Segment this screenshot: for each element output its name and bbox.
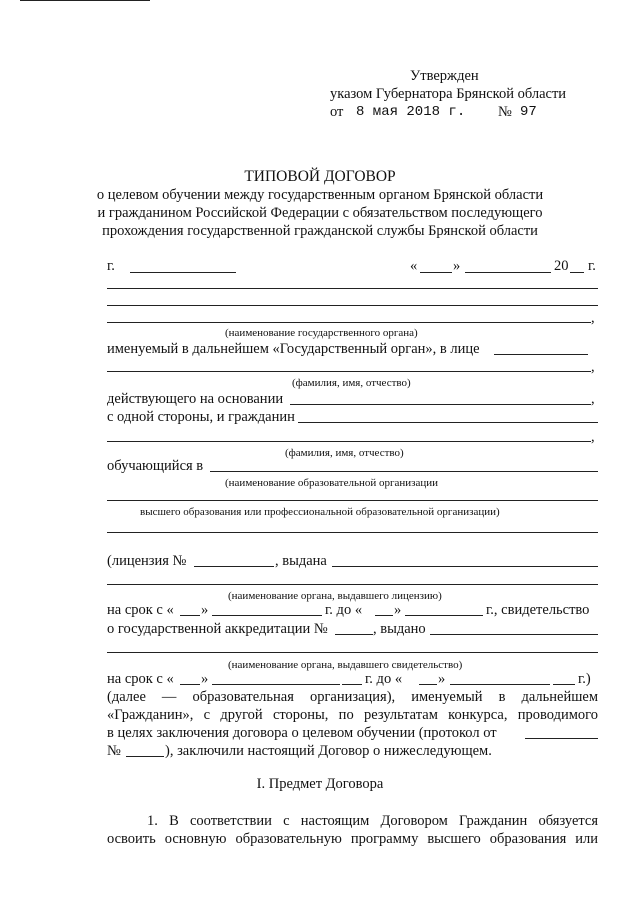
caption-gov-organ: (наименование государственного органа) bbox=[225, 327, 418, 339]
city-prefix: г. bbox=[107, 258, 115, 274]
caption-edu-2: высшего образования или профессиональной образовательной организации) bbox=[140, 506, 500, 518]
term2-close: г.) bbox=[578, 671, 591, 687]
comma: , bbox=[591, 429, 595, 445]
cert-org-line bbox=[107, 652, 598, 653]
approval-line1: Утвержден bbox=[410, 68, 479, 84]
term2-from: на срок с « bbox=[107, 671, 174, 687]
accreditation-issuer-blank bbox=[430, 634, 598, 635]
term-to-month-blank bbox=[405, 615, 483, 616]
term2-close-quote: » bbox=[201, 671, 209, 687]
approval-number-label: № bbox=[498, 104, 512, 120]
represented-by-blank bbox=[494, 354, 588, 355]
org-line-2 bbox=[107, 305, 598, 306]
body-line-3: в целях заключения договора о целевом обучении (протокол от bbox=[107, 725, 497, 741]
top-rule bbox=[20, 0, 150, 1]
org-line-3 bbox=[107, 322, 591, 323]
approval-from-label: от bbox=[330, 104, 344, 120]
accreditation-text: о государственной аккредитации № bbox=[107, 621, 328, 637]
caption-license-org: (наименование органа, выдавшего лицензию) bbox=[228, 590, 442, 602]
term-month-blank bbox=[212, 615, 322, 616]
caption-cert-org: (наименование органа, выдавшего свидетельство) bbox=[228, 659, 463, 671]
document-subtitle-2: и гражданином Российской Федерации с обязательством последующего bbox=[97, 205, 543, 221]
accreditation-number-blank bbox=[335, 634, 373, 635]
date-open-quote: « bbox=[410, 258, 418, 274]
comma: , bbox=[591, 310, 595, 326]
term-cert: г., свидетельство bbox=[486, 602, 590, 618]
term2-to: г. до « bbox=[365, 671, 403, 687]
body-line-2: «Гражданин», с другой стороны, по результатам конкурса, проводимого bbox=[107, 707, 598, 723]
fio-line-2 bbox=[107, 441, 591, 442]
term-to: г. до « bbox=[325, 602, 363, 618]
comma: , bbox=[591, 359, 595, 375]
term2-day-blank bbox=[180, 684, 200, 685]
caption-fio-1: (фамилия, имя, отчество) bbox=[292, 377, 411, 389]
basis-blank bbox=[290, 404, 591, 405]
paragraph-1-line-2: освоить основную образовательную программу высшего образования или bbox=[107, 831, 598, 847]
named-gov-text: именуемый в дальнейшем «Государственный орган», в лице bbox=[107, 341, 480, 357]
year-suffix: г. bbox=[588, 258, 596, 274]
date-close-quote: » bbox=[453, 258, 461, 274]
term2-to-month-blank bbox=[450, 684, 550, 685]
edu-org-line-2 bbox=[107, 532, 598, 533]
license-issuer-blank bbox=[332, 566, 598, 567]
approval-date: 8 мая 2018 г. bbox=[356, 104, 466, 120]
term2-to-close-quote: » bbox=[438, 671, 446, 687]
document-subtitle-1: о целевом обучении между государственным органом Брянской области bbox=[96, 187, 544, 203]
protocol-number-blank bbox=[126, 756, 164, 757]
body-line-4-rest: ), заключили настоящий Договор о нижеследующем. bbox=[165, 743, 492, 759]
term-to-day-blank bbox=[375, 615, 393, 616]
day-blank bbox=[420, 272, 452, 273]
caption-edu-1: (наименование образовательной организации bbox=[225, 477, 439, 489]
protocol-date-blank bbox=[525, 738, 598, 739]
section-title: I. Предмет Договора bbox=[256, 776, 384, 792]
org-line-1 bbox=[107, 288, 598, 289]
edu-org-blank bbox=[210, 471, 598, 472]
year-prefix: 20 bbox=[554, 258, 569, 274]
studying-in-text: обучающийся в bbox=[107, 458, 204, 474]
term2-to-day-blank bbox=[419, 684, 437, 685]
license-issued: , выдана bbox=[275, 553, 327, 569]
term2-month-blank bbox=[212, 684, 340, 685]
city-blank bbox=[130, 272, 236, 273]
term-from: на срок с « bbox=[107, 602, 174, 618]
fio-line-1 bbox=[107, 371, 591, 372]
document-title: ТИПОВОЙ ДОГОВОР bbox=[244, 168, 396, 185]
body-line-4-num: № bbox=[107, 743, 121, 759]
license-org-line bbox=[107, 584, 598, 585]
year-blank bbox=[570, 272, 584, 273]
caption-fio-2: (фамилия, имя, отчество) bbox=[285, 447, 404, 459]
approval-number: 97 bbox=[520, 104, 537, 120]
term-close-quote: » bbox=[201, 602, 209, 618]
document-subtitle-3: прохождения государственной гражданской службы Брянской области bbox=[102, 223, 538, 239]
acting-basis-text: действующего на основании bbox=[107, 391, 284, 407]
term2-to-year-blank bbox=[553, 684, 575, 685]
term-to-close-quote: » bbox=[394, 602, 402, 618]
citizen-blank bbox=[298, 422, 598, 423]
comma: , bbox=[591, 391, 595, 407]
license-label: (лицензия № bbox=[107, 553, 187, 569]
term-day-blank bbox=[180, 615, 200, 616]
license-number-blank bbox=[194, 566, 274, 567]
paragraph-1-line-1: 1. В соответствии с настоящим Договором Гражданин обязуется bbox=[147, 813, 598, 829]
approval-line2: указом Губернатора Брянской области bbox=[330, 86, 567, 102]
month-blank bbox=[465, 272, 551, 273]
body-line-1: (далее — образовательная организация), именуемый в дальнейшем bbox=[107, 689, 598, 705]
term2-year-blank bbox=[342, 684, 362, 685]
one-side-text: с одной стороны, и гражданин bbox=[107, 409, 295, 425]
edu-org-line bbox=[107, 500, 598, 501]
accreditation-issued: , выдано bbox=[373, 621, 426, 637]
